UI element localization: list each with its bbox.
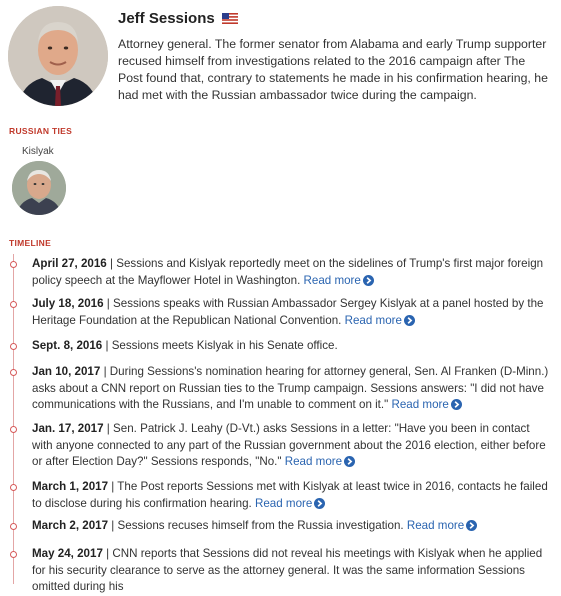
timeline-entry-date: May 24, 2017 (32, 547, 103, 560)
timeline-dot (10, 551, 17, 558)
profile-name-row (118, 8, 238, 28)
russian-ties-heading: RUSSIAN TIES (9, 126, 73, 136)
timeline-entry-text: | CNN reports that Sessions did not reveal his meetings with Kislyak when he applied for his security clearance to serve as the attorney general. It was the same information Sessions omitted during his (32, 547, 543, 593)
profile-photo (8, 6, 108, 106)
timeline-entry-date: March 1, 2017 (32, 480, 109, 493)
timeline-entry-date: Sept. 8, 2016 (32, 339, 103, 352)
timeline-entry-text: | During Sessions's nomination hearing for attorney general, Sen. Al Franken (D-Minn.) asks about a CNN report on Russian ties to the Trump campaign. Sessions answers: "I did not have communications with the Russians, and I'm unable to comment on it." (32, 365, 549, 411)
read-more-link[interactable] (304, 274, 374, 287)
arrow-circle-right-icon (314, 498, 325, 509)
timeline-dot (10, 426, 17, 433)
arrow-circle-right-icon (451, 399, 462, 410)
read-more-link[interactable] (345, 314, 415, 327)
read-more-label: Read more (406, 519, 465, 532)
timeline-entry (32, 338, 552, 355)
timeline-dot (10, 523, 17, 530)
profile-portrait-image (8, 6, 108, 106)
arrow-circle-right-icon (363, 275, 374, 286)
us-flag-icon (222, 13, 238, 24)
timeline-dot (10, 484, 17, 491)
timeline-entry-text: | Sessions meets Kislyak in his Senate office. (102, 339, 338, 352)
timeline-entry (32, 296, 552, 329)
profile-name: Jeff Sessions (118, 9, 215, 27)
read-more-link[interactable] (391, 398, 461, 411)
timeline-entry-date: Jan 10, 2017 (32, 365, 101, 378)
read-more-label: Read more (391, 398, 449, 411)
timeline-entry (32, 421, 552, 471)
timeline-heading: TIMELINE (9, 238, 52, 248)
timeline-entry-date: July 18, 2016 (32, 297, 104, 310)
timeline-entry (32, 256, 552, 289)
arrow-circle-right-icon (344, 456, 355, 467)
tie-photo-kislyak[interactable] (12, 161, 66, 215)
read-more-link[interactable] (285, 455, 355, 468)
timeline-entry (32, 546, 552, 596)
read-more-label: Read more (344, 313, 402, 327)
timeline-entry-text: | Sessions and Kislyak reportedly meet on the sidelines of Trump's first major foreign policy speech at the Mayflower Hotel in Washington. (32, 257, 544, 287)
timeline-entry-text: | Sessions recuses himself from the Russia investigation. (108, 519, 407, 532)
timeline-dot (10, 301, 17, 308)
timeline-entry-date: Jan. 17, 2017 (32, 422, 104, 435)
arrow-circle-right-icon (466, 520, 477, 531)
profile-bio: Attorney general. The former senator from Alabama and early Trump supporter recused himself from investigations related to the 2016 campaign after The Post found that, contrary to statements he made in his confirmation hearing, he had met with the Russian ambassador twice during the campaign. (118, 37, 548, 102)
timeline-dot (10, 369, 17, 376)
tie-name-kislyak[interactable]: Kislyak (22, 146, 54, 157)
timeline-entry-date: April 27, 2016 (32, 257, 107, 270)
read-more-label: Read more (284, 455, 343, 468)
read-more-label: Read more (254, 496, 313, 510)
arrow-circle-right-icon (404, 315, 415, 326)
kislyak-portrait-image (12, 161, 66, 215)
timeline-entry-text: | Sessions speaks with Russian Ambassador Sergey Kislyak at a panel hosted by the Heritage Foundation at the Republican National Convention. (32, 297, 544, 327)
read-more-label: Read more (303, 273, 361, 287)
read-more-link[interactable] (407, 519, 477, 532)
timeline-entry-date: March 2, 2017 (32, 519, 109, 532)
timeline-entry (32, 364, 552, 414)
timeline-entry-text: | Sen. Patrick J. Leahy (D-Vt.) asks Sessions in a letter: "Have you been in contact with anyone connected to any part of the Russian government about the 2016 election, either before or after Election Day?" Sessions responds, "No." (32, 422, 546, 468)
timeline-dot (10, 343, 17, 350)
timeline-entry (32, 479, 552, 512)
read-more-link[interactable] (255, 497, 325, 510)
timeline-entry (32, 518, 552, 535)
timeline-dot (10, 261, 17, 268)
timeline-entry-text: | The Post reports Sessions met with Kislyak at least twice in 2016, contacts he failed to disclose during his confirmation hearing. (32, 480, 548, 510)
